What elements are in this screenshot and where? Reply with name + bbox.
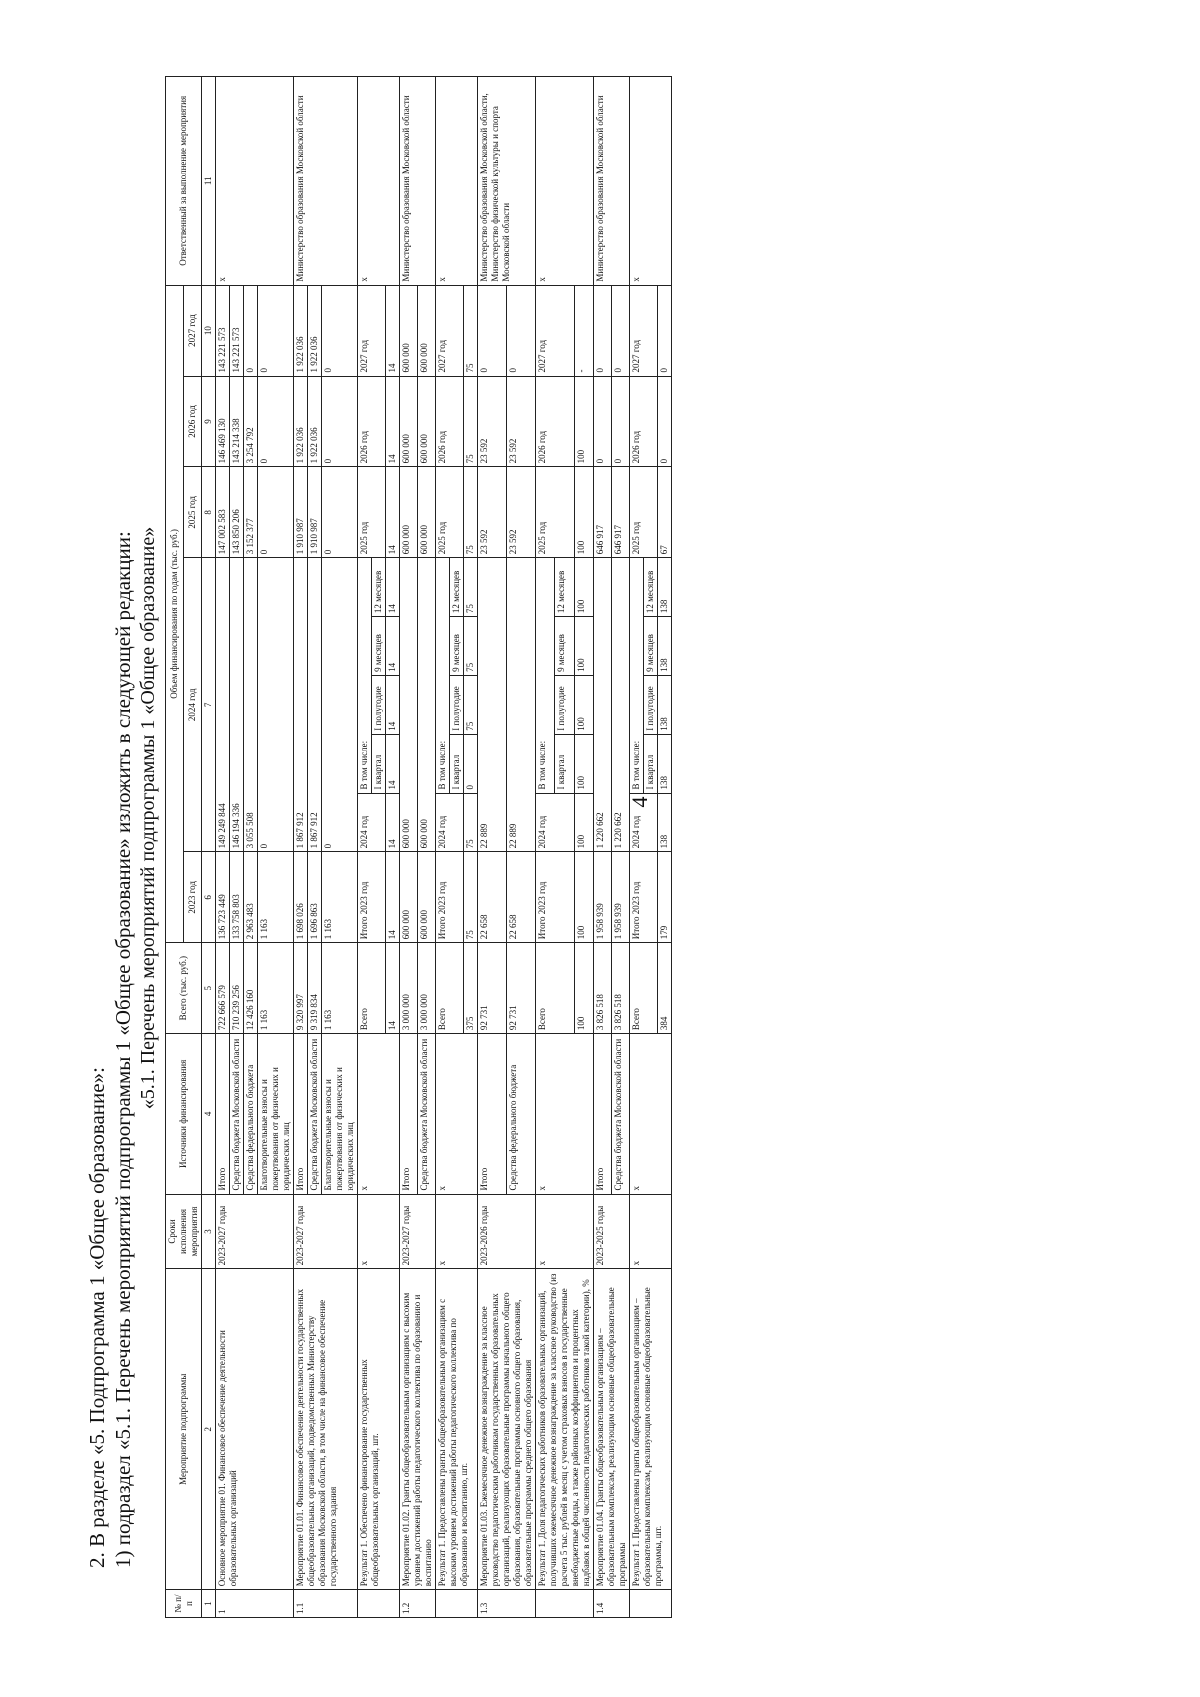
cell-2026: 600 000: [418, 376, 436, 467]
col-number: 4: [202, 1034, 216, 1194]
cell-2024: 0: [258, 558, 294, 852]
header-total: Всего (тыс. руб.): [166, 943, 202, 1034]
col-number: 6: [202, 852, 216, 943]
cell-result-title: Результат 1. Доля педагогических работников образовательных организаций, получивших ежемесячное денежное вознаграждение за классное руководство (из расчета 5 тыс. рублей в месяц с учетом страховых взносов в государственные внебюджетные фонды, а также районных коэффициентов и процентных надбавок в общей численности педагогических работников такой категории), %: [536, 1269, 594, 1590]
cell-num: 1.1: [294, 1590, 358, 1618]
cell-2025: 23 592: [478, 467, 507, 558]
header-2026: 2026 год: [184, 376, 202, 467]
cell-2027: 143 221 573: [216, 285, 230, 376]
header-sources: Источники финансирования: [166, 1034, 202, 1194]
cell-v-tom-chisle: В том числе:: [436, 558, 450, 793]
cell-2025: 147 002 583: [216, 467, 230, 558]
cell-2025: 75: [464, 467, 478, 558]
cell-source: Благотворительные взносы и пожертвования от физических и юридических лиц: [322, 1034, 358, 1194]
cell-responsible: Министерство образования Московской области: [400, 77, 436, 286]
cell-num: [358, 1590, 400, 1618]
cell-2025: 2025 год: [630, 467, 658, 558]
col-number: 1: [202, 1590, 216, 1618]
cell-2027: 0: [658, 285, 672, 376]
cell-2024: 2024 год: [358, 793, 386, 852]
cell-2024: 14: [386, 793, 400, 852]
heading-table-title: «5.1. Перечень мероприятий подпрограммы 1 «Общее образование»: [137, 526, 159, 1110]
table-row: [216, 77, 230, 1618]
cell-source: Средства бюджета Московской области: [418, 1034, 436, 1194]
cell-total: 3 000 000: [400, 943, 418, 1034]
cell-2025: 600 000: [400, 467, 418, 558]
cell-2023: 136 723 449: [216, 852, 230, 943]
cell-2026: 2026 год: [630, 376, 658, 467]
heading-subsection: 1) подраздел «5.1. Перечень мероприятий подпрограммы 1 «Общее образование» изложить в следующей редакции:: [111, 531, 135, 1568]
cell-2023: 1 958 939: [612, 852, 630, 943]
page-number: 4: [627, 796, 652, 808]
cell-2024: 600 000: [418, 558, 436, 852]
cell-q1: I квартал: [372, 734, 386, 793]
table-row: [400, 77, 418, 1618]
cell-2024: 75: [464, 793, 478, 852]
cell-2027: 0: [594, 285, 612, 376]
cell-2027: 0: [612, 285, 630, 376]
col-number: 8: [202, 467, 216, 558]
cell-2027: 0: [244, 285, 258, 376]
cell-2025: 100: [574, 467, 593, 558]
cell-2027: 2027 год: [536, 285, 575, 376]
cell-h1: 14: [386, 675, 400, 734]
cell-2025: 3 152 377: [244, 467, 258, 558]
cell-total: 9 319 834: [308, 943, 322, 1034]
cell-source: Итого: [400, 1034, 418, 1194]
table-row: [594, 77, 612, 1618]
cell-2024: 2024 год: [436, 793, 464, 852]
cell-num: [630, 1590, 672, 1618]
cell-terms: 2023-2027 годы: [400, 1194, 436, 1269]
cell-2024: 149 249 844: [216, 558, 230, 852]
cell-m9: 14: [386, 617, 400, 676]
cell-2024: 138: [658, 793, 672, 852]
cell-2025: 2025 год: [436, 467, 464, 558]
cell-result-title: Результат 1. Обеспечено финансирование государственных общеобразовательных организаций, шт.: [358, 1269, 400, 1590]
cell-2023: 1 958 939: [594, 852, 612, 943]
cell-responsible: х: [436, 77, 478, 286]
cell-2025: 2025 год: [536, 467, 575, 558]
col-number: 9: [202, 376, 216, 467]
cell-2026: 14: [386, 376, 400, 467]
cell-2027: 0: [478, 285, 507, 376]
cell-q1: I квартал: [450, 734, 464, 793]
cell-total: 92 731: [507, 943, 536, 1034]
cell-2024: 2024 год: [630, 793, 658, 852]
cell-source: Итого: [594, 1034, 612, 1194]
cell-2027: 75: [464, 285, 478, 376]
cell-responsible: х: [630, 77, 672, 286]
cell-2024: 3 055 508: [244, 558, 258, 852]
cell-num: 1.2: [400, 1590, 436, 1618]
cell-m12: 12 месяцев: [555, 558, 574, 617]
cell-terms: 2023-2026 годы: [478, 1194, 536, 1269]
cell-total: 1 163: [322, 943, 358, 1034]
events-table: [165, 76, 672, 1618]
cell-2025: 1 910 987: [294, 467, 308, 558]
cell-2025: 0: [258, 467, 294, 558]
header-event: Мероприятие подпрограммы: [166, 1269, 202, 1590]
cell-terms: х: [358, 1194, 400, 1269]
cell-2023: 1 696 863: [308, 852, 322, 943]
cell-m12: 100: [574, 558, 593, 617]
header-2024: 2024 год: [184, 558, 202, 852]
cell-2026: 1 922 036: [294, 376, 308, 467]
cell-2027: 0: [322, 285, 358, 376]
cell-2023: 600 000: [400, 852, 418, 943]
headings: [70, 68, 161, 1628]
cell-h1: 75: [464, 675, 478, 734]
cell-2024: 1 867 912: [308, 558, 322, 852]
cell-2027: 1 922 036: [308, 285, 322, 376]
table-row: [630, 77, 644, 1618]
cell-v-tom-chisle: В том числе:: [630, 558, 644, 793]
cell-event-title: Мероприятие 01.03. Ежемесячное денежное вознаграждение за классное руководство педагогическим работникам государственных образовательных организаций, реализующих образовательные программы начального общего образования, образовательные программы основного общего образования, образовательные программы среднего общего образования: [478, 1269, 536, 1590]
cell-result-title: Результат 1. Предоставлены гранты общеобразовательным организациям – образовательным комплексам, реализующим основные общеобразовательные программы, шт.: [630, 1269, 672, 1590]
cell-m9: 9 месяцев: [372, 617, 386, 676]
cell-m9: 9 месяцев: [555, 617, 574, 676]
cell-2026: 2026 год: [436, 376, 464, 467]
cell-2023: 2 963 483: [244, 852, 258, 943]
cell-num: [536, 1590, 594, 1618]
cell-h1: 100: [574, 675, 593, 734]
col-number: 2: [202, 1269, 216, 1590]
cell-source: х: [436, 1034, 478, 1194]
cell-total: 9 320 997: [294, 943, 308, 1034]
cell-total: Всего: [536, 943, 575, 1034]
cell-m9: 75: [464, 617, 478, 676]
table-row: [536, 77, 555, 1618]
cell-total: 710 239 256: [230, 943, 244, 1034]
table-row: [294, 77, 308, 1618]
cell-h1: I полугодие: [644, 675, 658, 734]
cell-2027: 2027 год: [436, 285, 464, 376]
cell-2027: 2027 год: [358, 285, 386, 376]
cell-source: х: [630, 1034, 672, 1194]
cell-2025: 0: [322, 467, 358, 558]
cell-2027: 0: [258, 285, 294, 376]
heading-section: 2. В разделе «5. Подпрограмма 1 «Общее образование»:: [85, 1067, 109, 1568]
cell-2026: 2026 год: [358, 376, 386, 467]
cell-2023: Итого 2023 год: [536, 852, 575, 943]
cell-num: 1.4: [594, 1590, 630, 1618]
cell-2024: 2024 год: [536, 793, 575, 852]
cell-2023: 1 698 026: [294, 852, 308, 943]
header-responsible: Ответственный за выполнение мероприятия: [166, 77, 202, 286]
cell-2024: 22 889: [478, 558, 507, 852]
table-row: [358, 77, 372, 1618]
cell-m12: 12 месяцев: [644, 558, 658, 617]
cell-2027: 1 922 036: [294, 285, 308, 376]
cell-q1: I квартал: [555, 734, 574, 793]
cell-2023: 179: [658, 852, 672, 943]
cell-q1: 0: [464, 734, 478, 793]
cell-source: Средства федерального бюджета: [244, 1034, 258, 1194]
cell-m12: 12 месяцев: [372, 558, 386, 617]
cell-total: 1 163: [258, 943, 294, 1034]
cell-total: 14: [386, 943, 400, 1034]
cell-source: Средства бюджета Московской области: [612, 1034, 630, 1194]
table-row: [478, 77, 507, 1618]
cell-responsible: х: [216, 77, 294, 286]
header-2023: 2023 год: [184, 852, 202, 943]
header-num: № п/п: [166, 1590, 202, 1618]
cell-total: 12 426 160: [244, 943, 258, 1034]
cell-2024: 0: [322, 558, 358, 852]
cell-2027: -: [574, 285, 593, 376]
cell-2023: 22 658: [507, 852, 536, 943]
cell-total: 92 731: [478, 943, 507, 1034]
cell-source: Средства бюджета Московской области: [308, 1034, 322, 1194]
rotated-page-content: [70, 68, 1130, 1628]
cell-m12: 12 месяцев: [450, 558, 464, 617]
cell-2025: 600 000: [418, 467, 436, 558]
cell-2023: 1 163: [322, 852, 358, 943]
cell-2024: 1 220 662: [594, 558, 612, 852]
cell-m9: 9 месяцев: [644, 617, 658, 676]
cell-2025: 1 910 987: [308, 467, 322, 558]
cell-terms: х: [536, 1194, 594, 1269]
cell-2023: 22 658: [478, 852, 507, 943]
cell-2025: 14: [386, 467, 400, 558]
cell-v-tom-chisle: В том числе:: [358, 558, 372, 793]
cell-h1: I полугодие: [555, 675, 574, 734]
cell-event-title: Мероприятие 01.02. Гранты общеобразовательным организациям с высоким уровнем достижений работы педагогического коллектива по образованию и воспитанию: [400, 1269, 436, 1590]
cell-2026: 0: [258, 376, 294, 467]
cell-m12: 75: [464, 558, 478, 617]
cell-source: Средства федерального бюджета: [507, 1034, 536, 1194]
cell-num: 1.3: [478, 1590, 536, 1618]
header-2027: 2027 год: [184, 285, 202, 376]
cell-2025: 67: [658, 467, 672, 558]
col-number: 11: [202, 77, 216, 286]
header-volume: Объем финансирования по годам (тыс. руб.): [166, 285, 184, 943]
cell-responsible: Министерство образования Московской области, Министерство физической культуры и спорта Московской области: [478, 77, 536, 286]
cell-v-tom-chisle: В том числе:: [536, 558, 555, 793]
cell-terms: х: [630, 1194, 672, 1269]
cell-2026: 143 214 338: [230, 376, 244, 467]
cell-num: 1: [216, 1590, 294, 1618]
cell-m12: 14: [386, 558, 400, 617]
cell-terms: х: [436, 1194, 478, 1269]
cell-q1: 138: [658, 734, 672, 793]
cell-responsible: Министерство образования Московской области: [294, 77, 358, 286]
col-number: 7: [202, 558, 216, 852]
cell-source: Благотворительные взносы и пожертвования от физических и юридических лиц: [258, 1034, 294, 1194]
cell-2023: Итого 2023 год: [436, 852, 464, 943]
cell-2027: 600 000: [400, 285, 418, 376]
header-row-1: [166, 77, 184, 1618]
cell-num: [436, 1590, 478, 1618]
cell-m9: 100: [574, 617, 593, 676]
cell-source: Итого: [216, 1034, 230, 1194]
cell-event-title: Мероприятие 01.04. Гранты общеобразовательным организациям – образовательным комплексам, реализующим основные общеобразовательные программы: [594, 1269, 630, 1590]
cell-2026: 600 000: [400, 376, 418, 467]
cell-2026: 0: [612, 376, 630, 467]
cell-2024: 1 867 912: [294, 558, 308, 852]
cell-2024: 600 000: [400, 558, 418, 852]
cell-2023: 100: [574, 852, 593, 943]
cell-2026: 3 254 792: [244, 376, 258, 467]
cell-total: 3 826 518: [612, 943, 630, 1034]
cell-2023: 133 758 803: [230, 852, 244, 943]
cell-terms: 2023-2027 годы: [216, 1194, 294, 1269]
cell-2027: 2027 год: [630, 285, 658, 376]
cell-2027: 600 000: [418, 285, 436, 376]
cell-source: х: [358, 1034, 400, 1194]
cell-total: 3 000 000: [418, 943, 436, 1034]
cell-2025: 143 850 206: [230, 467, 244, 558]
cell-total: Всего: [630, 943, 658, 1034]
cell-2023: 75: [464, 852, 478, 943]
cell-2026: 0: [322, 376, 358, 467]
cell-q1: 14: [386, 734, 400, 793]
cell-q1: I квартал: [644, 734, 658, 793]
cell-event-title: Основное мероприятие 01. Финансовое обеспечение деятельности образовательных организаций: [216, 1269, 294, 1590]
table-row: [436, 77, 450, 1618]
cell-source: Средства бюджета Московской области: [230, 1034, 244, 1194]
cell-h1: 138: [658, 675, 672, 734]
cell-h1: I полугодие: [450, 675, 464, 734]
cell-total: 384: [658, 943, 672, 1034]
cell-2023: 1 163: [258, 852, 294, 943]
cell-2024: 1 220 662: [612, 558, 630, 852]
cell-2026: 2026 год: [536, 376, 575, 467]
cell-total: 375: [464, 943, 478, 1034]
cell-q1: 100: [574, 734, 593, 793]
col-number: 3: [202, 1194, 216, 1269]
cell-terms: 2023-2025 годы: [594, 1194, 630, 1269]
cell-event-title: Мероприятие 01.01. Финансовое обеспечение деятельности государственных общеобразовательных организаций, подведомственных Министерству образования Московской области, в том числе на финансовое обеспечение государственного задания: [294, 1269, 358, 1590]
cell-2025: 2025 год: [358, 467, 386, 558]
cell-m9: 138: [658, 617, 672, 676]
cell-2023: Итого 2023 год: [630, 852, 658, 943]
cell-responsible: Министерство образования Московской области: [594, 77, 630, 286]
cell-total: 3 826 518: [594, 943, 612, 1034]
cell-2023: 14: [386, 852, 400, 943]
cell-2026: 23 592: [478, 376, 507, 467]
header-2025: 2025 год: [184, 467, 202, 558]
cell-2025: 23 592: [507, 467, 536, 558]
cell-2024: 100: [574, 793, 593, 852]
cell-2025: 646 917: [594, 467, 612, 558]
cell-source: х: [536, 1034, 594, 1194]
cell-2025: 646 917: [612, 467, 630, 558]
cell-m9: 9 месяцев: [450, 617, 464, 676]
events-table-body: [216, 77, 672, 1618]
cell-2026: 75: [464, 376, 478, 467]
cell-h1: I полугодие: [372, 675, 386, 734]
cell-2027: 143 221 573: [230, 285, 244, 376]
cell-2026: 146 469 130: [216, 376, 230, 467]
cell-total: 722 666 579: [216, 943, 230, 1034]
header-col-numbers: [202, 77, 216, 1618]
cell-source: Итого: [294, 1034, 308, 1194]
cell-total: 100: [574, 943, 593, 1034]
header-terms: Сроки исполнения мероприятия: [166, 1194, 202, 1269]
cell-responsible: х: [358, 77, 400, 286]
cell-result-title: Результат 1. Предоставлены гранты общеобразовательным организациям с высоким уровнем достижений работы педагогического коллектива по образованию и воспитанию, шт.: [436, 1269, 478, 1590]
cell-2026: 1 922 036: [308, 376, 322, 467]
cell-2024: 146 194 336: [230, 558, 244, 852]
cell-terms: 2023-2027 годы: [294, 1194, 358, 1269]
cell-2023: 600 000: [418, 852, 436, 943]
cell-2027: 0: [507, 285, 536, 376]
col-number: 5: [202, 943, 216, 1034]
cell-2026: 0: [594, 376, 612, 467]
cell-source: Итого: [478, 1034, 507, 1194]
cell-total: Всего: [358, 943, 386, 1034]
cell-2024: 22 889: [507, 558, 536, 852]
cell-2026: 23 592: [507, 376, 536, 467]
cell-2023: Итого 2023 год: [358, 852, 386, 943]
cell-responsible: х: [536, 77, 594, 286]
col-number: 10: [202, 285, 216, 376]
cell-m12: 138: [658, 558, 672, 617]
cell-2026: 0: [658, 376, 672, 467]
cell-total: Всего: [436, 943, 464, 1034]
cell-2026: 100: [574, 376, 593, 467]
cell-2027: 14: [386, 285, 400, 376]
